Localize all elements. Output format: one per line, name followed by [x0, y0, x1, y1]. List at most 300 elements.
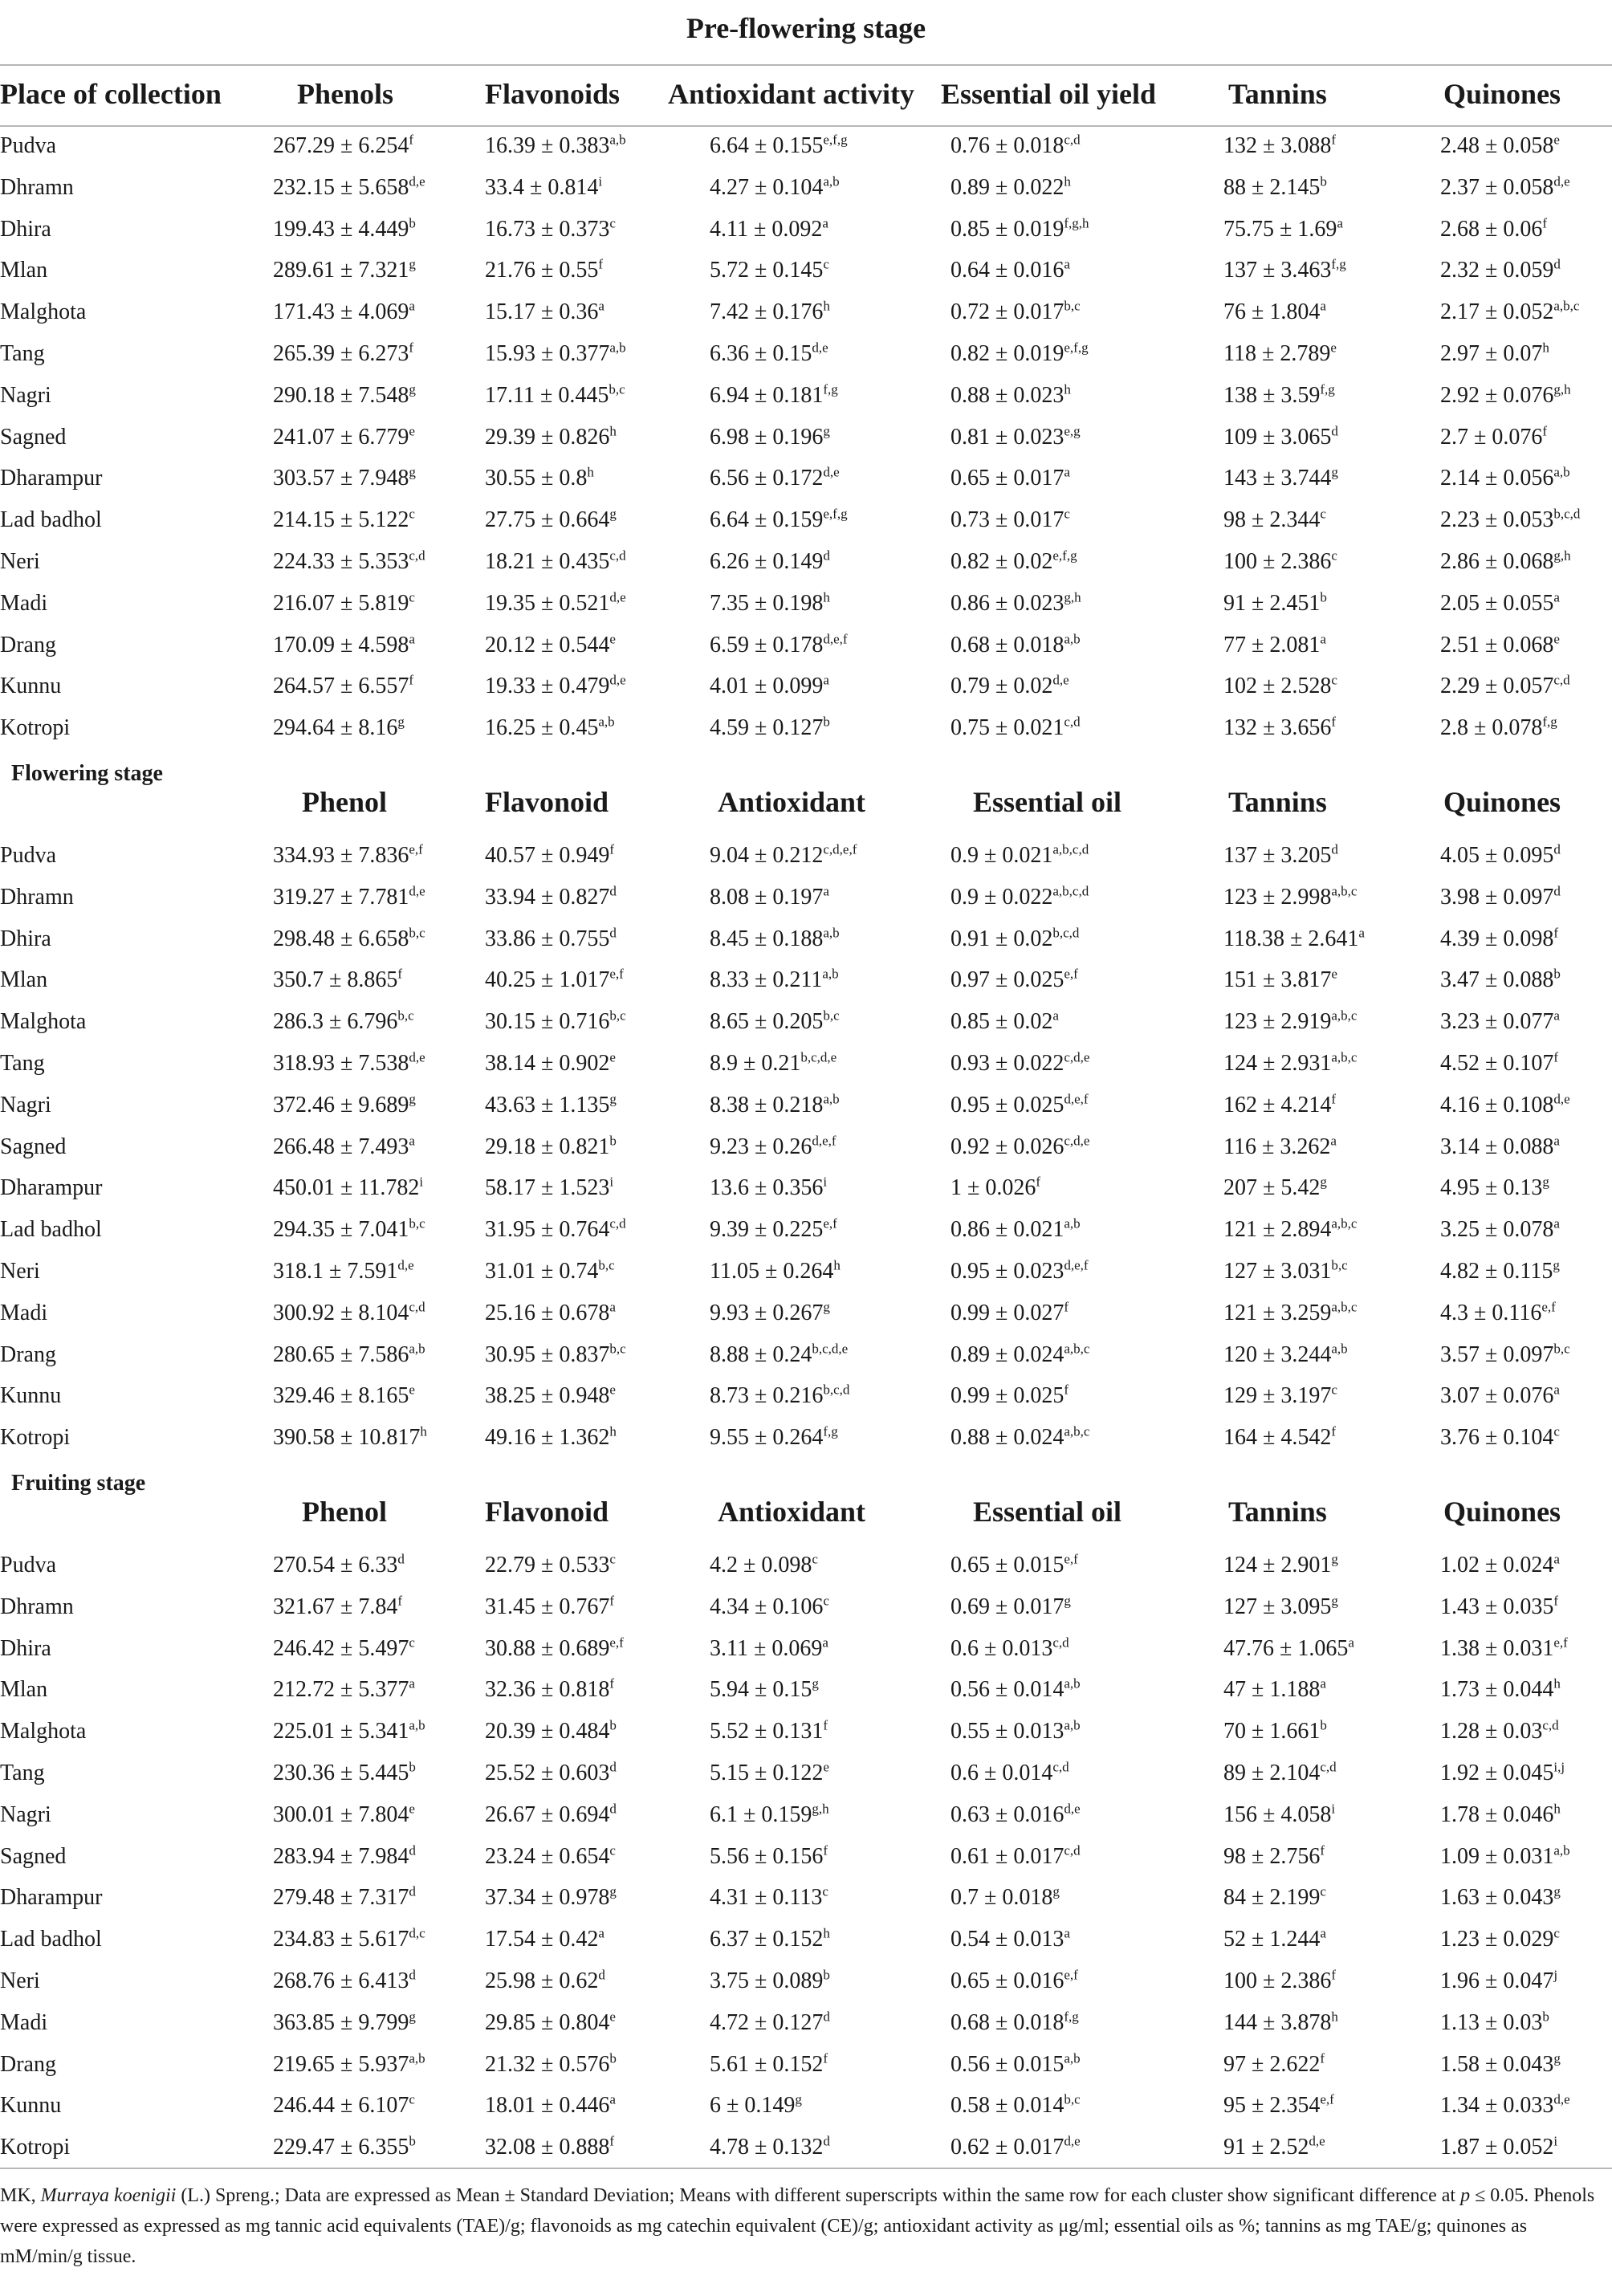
- superscript: g: [823, 1299, 830, 1315]
- cell-essential-oil: 1 ± 0.026$^f$: [951, 1174, 1041, 1201]
- cell-place: Neri: [0, 1259, 40, 1284]
- superscript: a: [1064, 465, 1070, 481]
- cell-phenol: 229.47 ± 6.355$^b$: [273, 2133, 416, 2160]
- cell-place: Nagri: [0, 1801, 51, 1827]
- superscript: e,f: [823, 1215, 837, 1231]
- superscript: h: [420, 1423, 427, 1439]
- cell-essential-oil: 0.99 ± 0.027$^f$: [951, 1299, 1069, 1325]
- superscript: b,c: [409, 1215, 425, 1231]
- superscript: d,e,f: [1064, 1257, 1089, 1273]
- superscript: a,b: [1064, 1717, 1081, 1733]
- cell-quinones: $1.38 \pm 0.031^{e,f}$: [1440, 1634, 1568, 1661]
- cell-place: Madi: [0, 1300, 48, 1325]
- cell-antioxidant: 7.42 ± 0.176$^h$: [710, 298, 830, 325]
- main-header-row: [0, 77, 1612, 122]
- cell-phenol: 283.94 ± 7.984$^d$: [273, 1842, 416, 1869]
- cell-place: Sagned: [0, 1843, 67, 1869]
- cell-place: Dhramn: [0, 884, 74, 910]
- cell-flavonoid: 23.24 ± 0.654$^c$: [485, 1842, 616, 1869]
- cell-antioxidant: 4.78 ± 0.132$^d$: [710, 2133, 830, 2160]
- superscript: f: [397, 967, 403, 983]
- superscript: a,b: [823, 173, 840, 189]
- superscript: h: [1553, 1676, 1561, 1692]
- superscript: d,e,f: [823, 631, 848, 647]
- cell-flavonoid: 26.67 ± 0.694$^d$: [485, 1801, 617, 1827]
- superscript: a: [598, 298, 604, 314]
- superscript: a,b,c: [1064, 1423, 1090, 1439]
- cell-phenol: $225.01 \pm 5.341^{a,b}$: [273, 1717, 425, 1744]
- superscript: h: [609, 423, 617, 439]
- table-row: [0, 1301, 1612, 1341]
- superscript: c: [609, 215, 616, 231]
- cell-quinones: 3.14 ± 0.088$^a$: [1440, 1133, 1560, 1159]
- cell-place: Kunnu: [0, 674, 62, 699]
- cell-phenol: 390.58 ± 10.817$^h$: [273, 1423, 427, 1451]
- cell-essential-oil: 0.85 ± 0.02$^a$: [951, 1008, 1059, 1035]
- cell-tannins: 144 ± 3.878$^h$: [1223, 2009, 1338, 2035]
- superscript: a: [1064, 1925, 1070, 1941]
- superscript: d,e: [1553, 1091, 1570, 1107]
- cell-essential-oil: 0.64 ± 0.016$^a$: [951, 257, 1070, 283]
- cell-flavonoid: $30.15 \pm 0.716^{b,c}$: [485, 1008, 626, 1035]
- cell-tannins: $91 \pm 2.52^{d,e}$: [1223, 2133, 1325, 2160]
- cell-phenol: 350.7 ± 8.865$^f$: [273, 967, 403, 993]
- cell-flavonoid: 20.39 ± 0.484$^b$: [485, 1717, 617, 1744]
- superscript: a: [609, 1299, 616, 1315]
- superscript: c,d: [1542, 1717, 1559, 1733]
- superscript: b,c: [609, 1341, 626, 1357]
- cell-place: Sagned: [0, 424, 67, 450]
- superscript: d: [609, 925, 617, 941]
- superscript: a,b,c: [1553, 298, 1580, 314]
- cell-flavonoid: 25.98 ± 0.62$^d$: [485, 1967, 605, 1993]
- superscript: d,e: [1052, 673, 1069, 689]
- superscript: d: [609, 1759, 617, 1775]
- cell-phenol: 266.48 ± 7.493$^a$: [273, 1133, 415, 1159]
- header-phenols: Phenols: [297, 78, 394, 110]
- cell-essential-oil: $0.9 \pm 0.021^{a,b,c,d}$: [951, 841, 1089, 868]
- header-flavonoid: Flavonoid: [485, 786, 609, 818]
- superscript: a,b: [1553, 465, 1570, 481]
- cell-flavonoid: 25.52 ± 0.603$^d$: [485, 1759, 617, 1785]
- superscript: f: [1542, 215, 1548, 231]
- cell-essential-oil: 0.69 ± 0.017$^g$: [951, 1593, 1071, 1619]
- superscript: f: [823, 2050, 828, 2066]
- cell-antioxidant: 6.26 ± 0.149$^d$: [710, 548, 830, 574]
- superscript: g: [795, 2092, 802, 2108]
- rule-bottom: [0, 2168, 1612, 2169]
- cell-phenol: 264.57 ± 6.557$^f$: [273, 673, 414, 699]
- cell-tannins: $121 \pm 3.259^{a,b,c}$: [1223, 1299, 1358, 1325]
- cell-place: Kunnu: [0, 2093, 62, 2119]
- superscript: g: [409, 1091, 416, 1107]
- superscript: g: [609, 1884, 617, 1900]
- cell-quinones: 1.02 ± 0.024$^a$: [1440, 1551, 1560, 1577]
- superscript: h: [823, 589, 830, 605]
- cell-phenol: 372.46 ± 9.689$^g$: [273, 1091, 416, 1117]
- cell-quinones: 2.05 ± 0.055$^a$: [1440, 589, 1560, 616]
- cell-tannins: 127 ± 3.095$^g$: [1223, 1593, 1338, 1619]
- superscript: g: [823, 423, 830, 439]
- superscript: f: [1331, 132, 1337, 148]
- superscript: g: [1331, 465, 1338, 481]
- superscript: d,e: [397, 1257, 414, 1273]
- superscript: b: [1553, 967, 1561, 983]
- superscript: b: [823, 714, 830, 730]
- cell-flavonoid: 17.54 ± 0.42$^a$: [485, 1925, 604, 1952]
- superscript: a,b: [1064, 1215, 1081, 1231]
- cell-quinones: 3.23 ± 0.077$^a$: [1440, 1008, 1560, 1035]
- cell-quinones: $4.16 \pm 0.108^{d,e}$: [1440, 1091, 1570, 1117]
- superscript: f: [1320, 1842, 1325, 1858]
- cell-essential-oil: $0.61 \pm 0.017^{c,d}$: [951, 1842, 1081, 1869]
- cell-flavonoid: $16.39 \pm 0.383^{a,b}$: [485, 132, 626, 158]
- cell-place: Neri: [0, 1968, 40, 1993]
- superscript: a: [1064, 257, 1070, 273]
- superscript: a,b: [1064, 1676, 1081, 1692]
- cell-flavonoid: 40.57 ± 0.949$^f$: [485, 841, 615, 868]
- table-row: [0, 1342, 1612, 1382]
- table-row: [0, 926, 1612, 967]
- superscript: a: [822, 215, 828, 231]
- table-row: [0, 1761, 1612, 1801]
- cell-essential-oil: $0.56 \pm 0.014^{a,b}$: [951, 1676, 1081, 1703]
- cell-quinones: $2.37 \pm 0.058^{d,e}$: [1440, 173, 1570, 200]
- superscript: f: [609, 1593, 615, 1609]
- cell-phenol: $334.93 \pm 7.836^{e,f}$: [273, 841, 423, 868]
- cell-antioxidant: 5.56 ± 0.156$^f$: [710, 1842, 828, 1869]
- cell-place: Dhira: [0, 216, 51, 242]
- cell-quinones: $2.14 \pm 0.056^{a,b}$: [1440, 465, 1570, 491]
- cell-antioxidant: 4.72 ± 0.127$^d$: [710, 2009, 830, 2035]
- superscript: d: [409, 1884, 416, 1900]
- superscript: a,b: [609, 340, 626, 356]
- superscript: a,b,c: [1331, 883, 1358, 899]
- superscript: a,b: [1553, 1842, 1570, 1858]
- superscript: b: [409, 1759, 416, 1775]
- superscript: b: [1320, 589, 1327, 605]
- cell-flavonoid: 25.16 ± 0.678$^a$: [485, 1299, 616, 1325]
- superscript: c: [409, 589, 415, 605]
- cell-place: Mlan: [0, 967, 48, 993]
- superscript: a,b,c: [1331, 1008, 1358, 1024]
- superscript: d,c: [409, 1925, 425, 1941]
- cell-quinones: 3.76 ± 0.104$^c$: [1440, 1423, 1560, 1451]
- superscript: d,e: [1553, 2092, 1570, 2108]
- cell-tannins: 100 ± 2.386$^f$: [1223, 1967, 1337, 1993]
- cell-flavonoid: $31.01 \pm 0.74^{b,c}$: [485, 1257, 615, 1284]
- superscript: b,c: [397, 1008, 414, 1024]
- superscript: c,d: [1064, 1842, 1081, 1858]
- cell-flavonoid: 31.45 ± 0.767$^f$: [485, 1593, 615, 1619]
- superscript: f: [1331, 1091, 1337, 1107]
- table-row: [0, 1927, 1612, 1967]
- superscript: h: [1331, 2009, 1338, 2025]
- cell-antioxidant: $8.73 \pm 0.216^{b,c,d}$: [710, 1382, 850, 1409]
- table-row: [0, 1594, 1612, 1634]
- cell-phenol: $232.15 \pm 5.658^{d,e}$: [273, 173, 425, 200]
- table-row: [0, 133, 1612, 173]
- superscript: c,d: [1553, 673, 1570, 689]
- cell-antioxidant: 6 ± 0.149$^g$: [710, 2092, 802, 2119]
- cell-antioxidant: 4.31 ± 0.113$^c$: [710, 1884, 828, 1911]
- superscript: f: [1331, 714, 1337, 730]
- superscript: d: [409, 1967, 416, 1983]
- cell-antioxidant: 9.93 ± 0.267$^g$: [710, 1299, 830, 1325]
- cell-antioxidant: 4.11 ± 0.092$^a$: [710, 215, 828, 242]
- superscript: h: [609, 1423, 617, 1439]
- superscript: c: [823, 1593, 829, 1609]
- table-row: [0, 383, 1612, 423]
- superscript: f: [1542, 423, 1548, 439]
- cell-place: Tang: [0, 1761, 45, 1785]
- superscript: a: [1320, 631, 1326, 647]
- table-row: [0, 1885, 1612, 1925]
- cell-phenol: 300.01 ± 7.804$^e$: [273, 1801, 415, 1827]
- cell-quinones: 1.78 ± 0.046$^h$: [1440, 1801, 1561, 1827]
- cell-antioxidant: 4.2 ± 0.098$^c$: [710, 1551, 818, 1577]
- superscript: d: [609, 1801, 617, 1817]
- cell-tannins: 143 ± 3.744$^g$: [1223, 465, 1338, 491]
- superscript: f: [1064, 1299, 1069, 1315]
- header-antioxidant-activity: Antioxidant activity: [668, 78, 915, 110]
- superscript: c: [1553, 1423, 1560, 1439]
- cell-phenol: $286.3 \pm 6.796^{b,c}$: [273, 1008, 414, 1035]
- cell-antioxidant: 5.94 ± 0.15$^g$: [710, 1676, 819, 1703]
- cell-essential-oil: $0.91 \pm 0.02^{b,c,d}$: [951, 925, 1080, 951]
- superscript: a,b: [823, 1091, 840, 1107]
- superscript: a: [823, 673, 829, 689]
- table-row: [0, 258, 1612, 298]
- cell-quinones: $3.57 \pm 0.097^{b,c}$: [1440, 1341, 1570, 1367]
- cell-place: Lad badhol: [0, 507, 102, 533]
- superscript: e,f: [609, 1634, 624, 1651]
- header-tannins: Tannins: [1228, 786, 1327, 818]
- superscript: c: [409, 506, 415, 522]
- cell-antioxidant: 5.52 ± 0.131$^f$: [710, 1717, 828, 1744]
- cell-tannins: $127 \pm 3.031^{b,c}$: [1223, 1257, 1348, 1284]
- cell-place: Dharampur: [0, 1885, 103, 1911]
- table-row: [0, 1383, 1612, 1423]
- table-row: [0, 2052, 1612, 2092]
- superscript: c,d: [409, 548, 425, 564]
- superscript: d,e: [1064, 2133, 1081, 2149]
- superscript: e: [1331, 967, 1337, 983]
- superscript: e,f,g: [1052, 548, 1077, 564]
- superscript: b,c: [1064, 298, 1081, 314]
- superscript: e: [1330, 340, 1337, 356]
- superscript: c: [1320, 506, 1326, 522]
- cell-flavonoid: 27.75 ± 0.664$^g$: [485, 506, 617, 533]
- header-flavonoid: Flavonoid: [485, 1496, 609, 1528]
- cell-tannins: 97 ± 2.622$^f$: [1223, 2050, 1325, 2077]
- cell-essential-oil: $0.65 \pm 0.015^{e,f}$: [951, 1551, 1078, 1577]
- cell-antioxidant: $8.33 \pm 0.211^{a,b}$: [710, 967, 839, 993]
- superscript: d: [1553, 257, 1561, 273]
- cell-tannins: 70 ± 1.661$^b$: [1223, 1717, 1327, 1744]
- superscript: a,b: [409, 1341, 425, 1357]
- cell-tannins: 118 ± 2.789$^e$: [1223, 340, 1337, 366]
- cell-tannins: $123 \pm 2.998^{a,b,c}$: [1223, 883, 1358, 910]
- cell-flavonoid: $19.33 \pm 0.479^{d,e}$: [485, 673, 626, 699]
- cell-essential-oil: 0.99 ± 0.025$^f$: [951, 1382, 1069, 1409]
- superscript: c: [1064, 506, 1070, 522]
- superscript: c,d: [1320, 1759, 1337, 1775]
- superscript: a,b: [409, 1717, 425, 1733]
- cell-phenol: $234.83 \pm 5.617^{d,c}$: [273, 1925, 425, 1952]
- cell-tannins: 164 ± 4.542$^f$: [1223, 1423, 1337, 1451]
- superscript: g: [1553, 1257, 1560, 1273]
- superscript: c: [823, 257, 829, 273]
- cell-tannins: 118.38 ± 2.641$^a$: [1223, 925, 1365, 951]
- cell-tannins: 76 ± 1.804$^a$: [1223, 298, 1326, 325]
- superscript: f,g: [823, 1423, 838, 1439]
- superscript: d: [823, 2009, 830, 2025]
- superscript: b,c: [609, 381, 625, 397]
- superscript: b: [609, 1717, 617, 1733]
- cell-tannins: 98 ± 2.344$^c$: [1223, 506, 1326, 533]
- cell-quinones: 2.97 ± 0.07$^h$: [1440, 340, 1549, 366]
- cell-place: Madi: [0, 590, 48, 616]
- cell-antioxidant: $13.6 \pm 0.356^i$: [710, 1174, 828, 1201]
- superscript: a,b: [409, 2050, 425, 2066]
- cell-quinones: 2.32 ± 0.059$^d$: [1440, 257, 1561, 283]
- superscript: b,c: [1553, 1341, 1570, 1357]
- header-quinones: Quinones: [1443, 1496, 1561, 1528]
- cell-quinones: 3.98 ± 0.097$^d$: [1440, 883, 1561, 910]
- superscript: d: [609, 883, 617, 899]
- table-row: [0, 1553, 1612, 1593]
- cell-essential-oil: 0.54 ± 0.013$^a$: [951, 1925, 1070, 1952]
- cell-flavonoid: 29.18 ± 0.821$^b$: [485, 1133, 617, 1159]
- table-row: [0, 967, 1612, 1008]
- cell-antioxidant: 4.59 ± 0.127$^b$: [710, 714, 830, 741]
- cell-antioxidant: 8.08 ± 0.197$^a$: [710, 883, 829, 910]
- cell-antioxidant: 5.15 ± 0.122$^e$: [710, 1759, 829, 1785]
- table-row: [0, 2093, 1612, 2133]
- cell-tannins: 98 ± 2.756$^f$: [1223, 1842, 1325, 1869]
- table-row: [0, 1425, 1612, 1465]
- cell-antioxidant: 4.01 ± 0.099$^a$: [710, 673, 829, 699]
- cell-place: Pudva: [0, 133, 56, 158]
- superscript: a: [1330, 1133, 1337, 1149]
- table-row: [0, 1217, 1612, 1257]
- superscript: e: [1553, 132, 1560, 148]
- superscript: d,e,f: [1064, 1091, 1089, 1107]
- superscript: g: [409, 257, 416, 273]
- cell-phenol: 363.85 ± 9.799$^g$: [273, 2009, 416, 2035]
- superscript: e,f: [1064, 1551, 1078, 1567]
- superscript: f: [1331, 1967, 1337, 1983]
- superscript: a: [1358, 925, 1365, 941]
- cell-quinones: 1.58 ± 0.043$^g$: [1440, 2050, 1561, 2077]
- superscript: g: [397, 714, 405, 730]
- superscript: e,f: [1553, 1634, 1568, 1651]
- superscript: a: [1320, 1676, 1326, 1692]
- cell-tannins: 132 ± 3.088$^f$: [1223, 132, 1337, 158]
- superscript: g: [1331, 1593, 1338, 1609]
- cell-flavonoid: 29.85 ± 0.804$^e$: [485, 2009, 616, 2035]
- cell-flavonoid: 15.17 ± 0.36$^a$: [485, 298, 604, 325]
- table-row: [0, 1134, 1612, 1174]
- cell-antioxidant: $9.39 \pm 0.225^{e,f}$: [710, 1215, 837, 1243]
- superscript: g: [812, 1676, 819, 1692]
- superscript: a: [409, 1133, 415, 1149]
- cell-tannins: 88 ± 2.145$^b$: [1223, 173, 1327, 200]
- cell-tannins: 47 ± 1.188$^a$: [1223, 1676, 1326, 1703]
- cell-flavonoid: $40.25 \pm 1.017^{e,f}$: [485, 967, 624, 993]
- cell-phenol: 279.48 ± 7.317$^d$: [273, 1884, 416, 1911]
- header-essential-oil: Essential oil: [973, 786, 1122, 818]
- superscript: i: [419, 1174, 424, 1191]
- cell-phenol: 303.57 ± 7.948$^g$: [273, 465, 416, 491]
- rule-header: [0, 125, 1612, 127]
- superscript: a: [1320, 298, 1326, 314]
- cell-quinones: $2.17 \pm 0.052^{a,b,c}$: [1440, 298, 1580, 325]
- cell-antioxidant: 5.72 ± 0.145$^c$: [710, 257, 829, 283]
- table-row: [0, 217, 1612, 257]
- cell-tannins: 151 ± 3.817$^e$: [1223, 967, 1337, 993]
- cell-antioxidant: $8.45 \pm 0.188^{a,b}$: [710, 925, 840, 951]
- table-row: [0, 633, 1612, 673]
- table-row: [0, 2010, 1612, 2050]
- cell-flavonoid: $31.95 \pm 0.764^{c,d}$: [485, 1215, 626, 1243]
- cell-tannins: $123 \pm 2.919^{a,b,c}$: [1223, 1008, 1358, 1035]
- cell-quinones: 4.39 ± 0.098$^f$: [1440, 925, 1559, 951]
- superscript: f: [397, 1593, 403, 1609]
- superscript: h: [823, 1925, 830, 1941]
- cell-flavonoid: $58.17 \pm 1.523^i$: [485, 1174, 614, 1201]
- header-essential-oil-yield: Essential oil yield: [941, 78, 1157, 110]
- superscript: a,b: [598, 714, 615, 730]
- superscript: e,f,g: [1064, 340, 1089, 356]
- superscript: c: [812, 1551, 818, 1567]
- cell-place: Sagned: [0, 1134, 67, 1159]
- cell-flavonoid: 21.76 ± 0.55$^f$: [485, 257, 604, 283]
- superscript: b: [823, 1967, 830, 1983]
- superscript: g: [409, 2009, 416, 2025]
- cell-essential-oil: $0.68 \pm 0.018^{a,b}$: [951, 631, 1081, 657]
- superscript: d,e: [609, 589, 626, 605]
- superscript: c: [609, 1842, 616, 1858]
- superscript: g: [1553, 2050, 1561, 2066]
- cell-quinones: $2.29 \pm 0.057^{c,d}$: [1440, 673, 1570, 699]
- cell-antioxidant: $8.88 \pm 0.24^{b,c,d,e}$: [710, 1341, 849, 1367]
- cell-quinones: $2.86 \pm 0.068^{g,h}$: [1440, 548, 1571, 574]
- cell-antioxidant: 7.35 ± 0.198$^h$: [710, 589, 830, 616]
- superscript: f: [1553, 1593, 1559, 1609]
- superscript: f: [1331, 1423, 1337, 1439]
- cell-quinones: 2.7 ± 0.076$^f$: [1440, 423, 1548, 450]
- superscript: d,e,f: [812, 1133, 837, 1149]
- superscript: h: [1553, 1801, 1561, 1817]
- table-row: [0, 1844, 1612, 1884]
- cell-flavonoid: $16.25 \pm 0.45^{a,b}$: [485, 714, 615, 741]
- superscript: a,b,c,d: [1052, 883, 1089, 899]
- superscript: c,d: [1064, 132, 1081, 148]
- cell-quinones: 3.07 ± 0.076$^a$: [1440, 1382, 1560, 1409]
- cell-flavonoid: 38.14 ± 0.902$^e$: [485, 1049, 616, 1076]
- cell-tannins: 116 ± 3.262$^a$: [1223, 1133, 1337, 1159]
- cell-flavonoid: 37.34 ± 0.978$^g$: [485, 1884, 617, 1911]
- cell-essential-oil: $0.55 \pm 0.013^{a,b}$: [951, 1717, 1081, 1744]
- superscript: a,b: [1064, 2050, 1081, 2066]
- superscript: d,e: [823, 465, 840, 481]
- superscript: i: [823, 1174, 828, 1191]
- superscript: d,e: [409, 883, 425, 899]
- superscript: c: [409, 1634, 415, 1651]
- superscript: b: [1320, 1717, 1327, 1733]
